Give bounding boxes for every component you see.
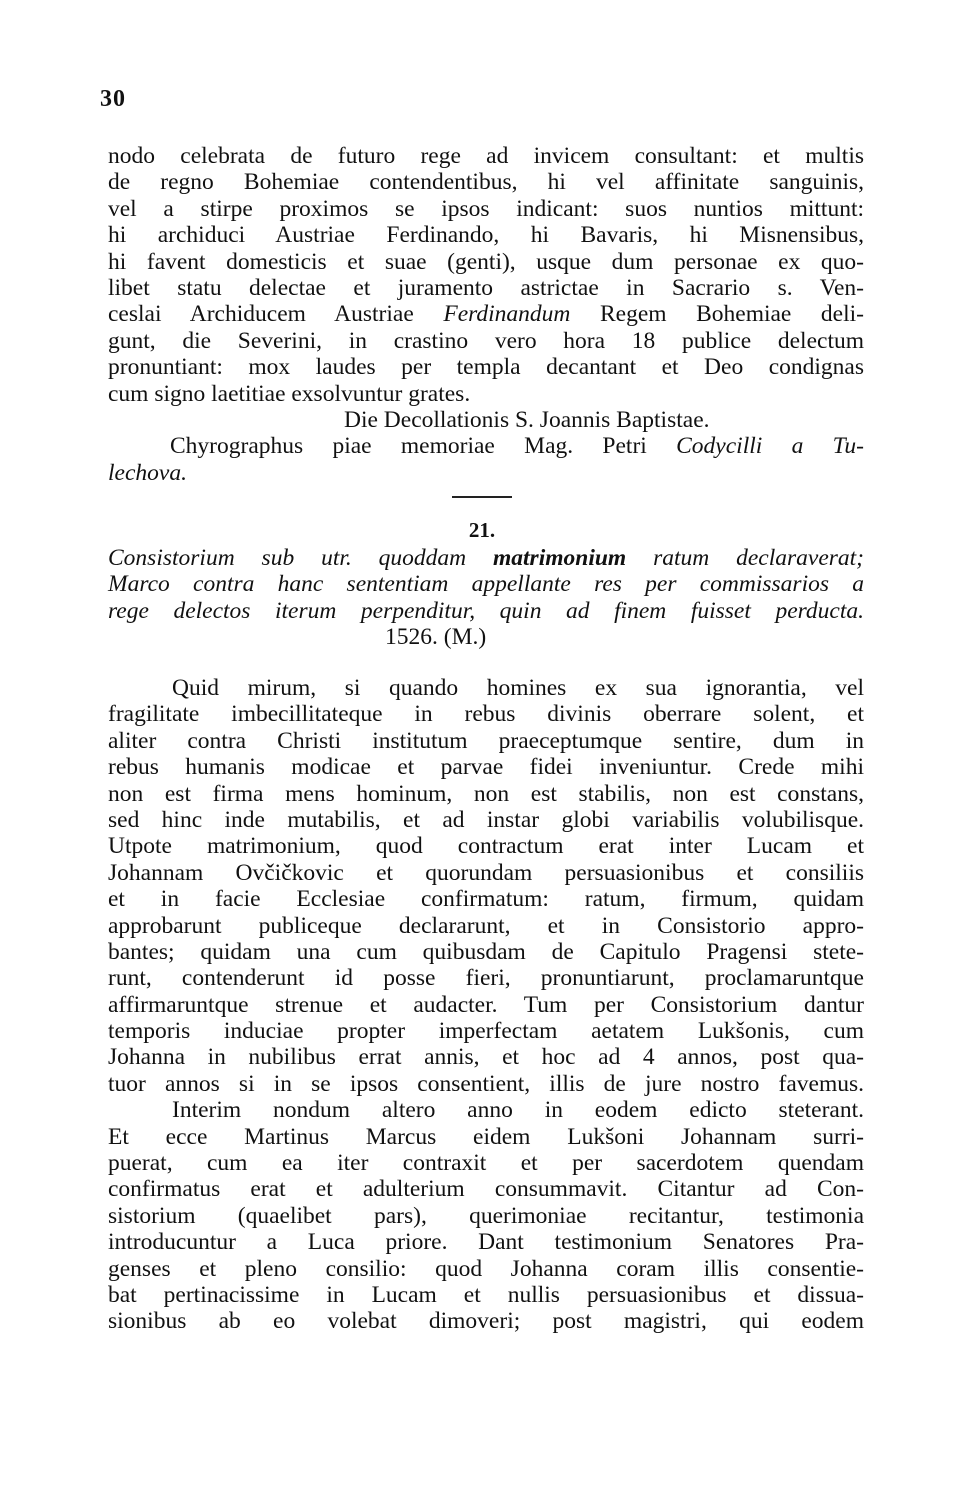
body-text [108,675,864,1335]
summary-year: 1526. (M.) [385,624,487,651]
text-run: Regem Bohemiae deli- [570,301,864,328]
bold-word: matrimonium [492,545,627,571]
text-line: affirmaruntque strenue et audacter. Tum per Consistorium dantur [108,991,864,1018]
text-line: fragilitate imbecillitateque in rebus divinis oberrare solent, et [108,701,864,728]
summary-line: rege delectos iterum perpenditur, quin ad finem fuisset perducta. [108,597,864,624]
intro-paragraph [108,143,864,407]
text-line: sistorium (quaelibet pars), querimoniae recitantur, testimonia [108,1202,864,1229]
text-line: libet statu delectae et juramento astrictae in Sacrario s. Ven- [108,274,864,301]
text-line: genses et pleno consilio: quod Johanna coram illis consentie- [108,1255,864,1282]
text-line: Et ecce Martinus Marcus eidem Lukšoni Johannam surri- [108,1123,864,1150]
page-number: 30 [100,86,126,112]
text-line: aliter contra Christi institutum praeceptumque sentire, dum in [108,727,864,754]
text-line [108,301,864,327]
text-run: ceslai Archiducem Austriae [108,301,444,328]
text-line: pronuntiant: mox laudes per templa decantant et Deo condignas [108,354,864,381]
text-line: Johanna in nubilibus errat annis, et hoc ad 4 annos, post qua- [108,1044,864,1071]
text-line: hi favent domesticis et suae (genti), usque dum personae ex quo- [108,248,864,275]
section-divider [452,496,512,498]
text-line: et in facie Ecclesiae confirmatum: ratum, firmum, quidam [108,886,864,913]
text-line: rebus humanis modicae et parvae fidei inveniuntur. Crede mihi [108,754,864,781]
text-line: runt, contenderunt id posse fieri, pronuntiarunt, proclamaruntque [108,965,864,992]
section-summary [108,545,864,651]
text-line: de regno Bohemiae contendentibus, hi vel affinitate sanguinis, [108,169,864,196]
text-line: bantes; quidam una cum quibusdam de Capitulo Pragensi stete- [108,938,864,965]
section-number: 21. [468,518,496,542]
text-line: approbarunt publiceque declararunt, et in Consistorio appro- [108,912,864,939]
text-line: hi archiduci Austriae Ferdinando, hi Bavaris, hi Misnensibus, [108,222,864,249]
text-line: nodo celebrata de futuro rege ad invicem consultant: et multis [108,143,864,169]
text-line: puerat, cum ea iter contraxit et per sacerdotem quendam [108,1150,864,1177]
text-line: tuor annos si in se ipsos consentient, illis de jure nostro favemus. [108,1070,864,1097]
text-line: Interim nondum altero anno in eodem edicto steterant. [172,1097,864,1124]
text-line: confirmatus erat et adulterium consummavit. Citantur ad Con- [108,1176,864,1203]
text-line: temporis induciae propter imperfectam aetatem Lukšonis, cum [108,1018,864,1045]
text-line: sionibus ab eo volebat dimoveri; post magistri, qui eodem [108,1308,864,1335]
italic-name: Ferdinandum [443,301,571,328]
date-line: Die Decollationis S. Joannis Baptistae. [344,407,710,433]
text-line: non est firma mens hominum, non est stabilis, non est constans, [108,780,864,807]
text-line: Utpote matrimonium, quod contractum erat inter Lucam et [108,833,864,860]
summary-line: Marco contra hanc sententiam appellante res per commissarios a [108,571,864,598]
text-run: Chyrographus piae memoriae Mag. Petri [170,433,677,460]
text-line: bat pertinacissime in Lucam et nullis persuasionibus et dissua- [108,1281,864,1308]
text-line: vel a stirpe proximos se ipsos indicant: suos nuntios mittunt: [108,195,864,222]
text-line: Johannam Ovčičkovic et quorundam persuasionibus et consiliis [108,859,864,886]
text-run: ratum declaraverat; [626,545,864,571]
summary-line [108,545,864,571]
chyrographus-line-cont [108,460,864,486]
signature-block [108,407,864,486]
italic-name: Codycilli a Tu- [676,433,864,460]
italic-name: lechova. [108,459,187,486]
text-line: Quid mirum, si quando homines ex sua ignorantia, vel [172,675,864,701]
text-line: gunt, die Severini, in crastino vero hora 18 publice delectum [108,327,864,354]
chyrographus-line [108,433,864,459]
text-line: sed hinc inde mutabilis, et ad instar globi variabilis volubilisque. [108,806,864,833]
text-line: cum signo laetitiae exsolvuntur grates. [108,380,471,407]
text-line: introducuntur a Luca priore. Dant testimonium Senatores Pra- [108,1229,864,1256]
text-run: Consistorium sub utr. quoddam [108,545,493,571]
